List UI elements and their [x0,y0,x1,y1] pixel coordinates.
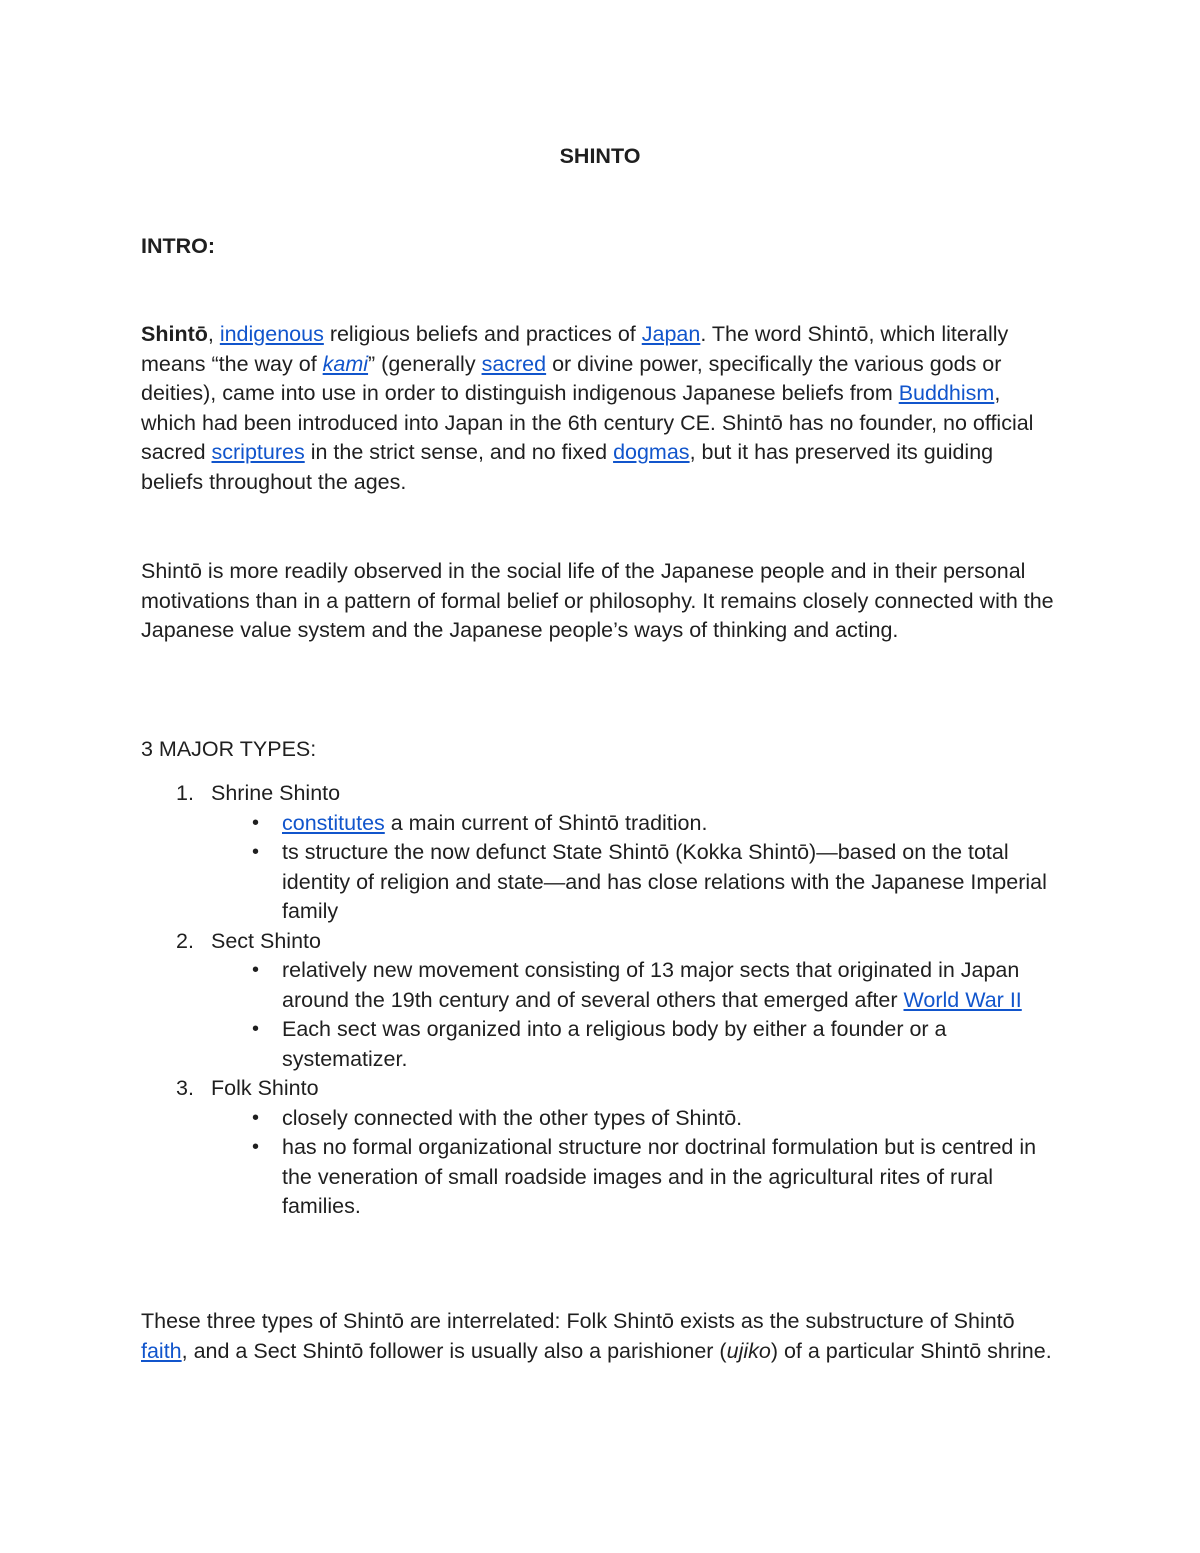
bullet-icon: • [252,959,260,981]
term-ujiko: ujiko [726,1338,771,1363]
bullet-text: has no formal organizational structure nor doctrinal formulation but is centred in the veneration of small roadside images and in the agricultural rites of rural families. [282,1135,1037,1218]
bullet-icon: • [252,1018,260,1040]
link-constitutes[interactable]: constitutes [282,810,385,835]
types-list [141,779,1061,1222]
type-name: Shrine Shinto [211,781,341,805]
bullet-text: closely connected with the other types of Shintō. [282,1105,743,1130]
text-run: These three types of Shintō are interrelated: Folk Shintō exists as the substructure of Shintō [141,1309,1015,1333]
text-run: or divine power, specifically the various gods or deities), came into use in order to distinguish indigenous Japanese beliefs from [141,351,1002,405]
link-faith[interactable]: faith [141,1338,182,1363]
link-kami[interactable]: kami [322,351,369,376]
link-japan[interactable]: Japan [641,322,701,346]
interrelation-paragraph [141,1307,1061,1366]
text-run: , and a Sect Shintō follower is usually also a parishioner ( [181,1338,727,1363]
bullet-text: ts structure the now defunct State Shintō (Kokka Shintō)—based on the total identity of religion and state—and has close relations with the Japanese Imperial family [282,840,1047,923]
link-dogmas[interactable]: dogmas [613,440,690,464]
type-name: Folk Shinto [211,1076,319,1100]
type-item-shrine [141,779,1061,927]
list-number: 3. [176,1076,194,1100]
link-scriptures[interactable]: scriptures [211,440,305,464]
bullet-text: relatively new movement consisting of 13 major sects that originated in Japan around the 19th century and of several others that emerged after [282,958,1020,1012]
text-run: religious beliefs and practices of [323,322,642,346]
bullet-list [211,956,1061,1074]
link-indigenous[interactable]: indigenous [219,322,324,346]
bullet-text: Each sect was organized into a religious body by either a founder or a systematizer. [282,1017,947,1071]
type-item-sect [141,927,1061,1075]
social-life-paragraph: Shintō is more readily observed in the social life of the Japanese people and in their personal motivations than in a pattern of formal belief or philosophy. It remains closely connected with the Japanese value system and the Japanese people’s ways of thinking and acting. [141,559,1054,642]
bullet-text: a main current of Shintō tradition. [384,810,708,835]
text-run: , which had been introduced into Japan in the 6th century CE. Shintō has no founder, no official sacred [141,381,1034,464]
text-run: . The word Shintō, which literally means “the way of [141,322,1009,376]
bullet-icon: • [252,1106,260,1129]
document-title: SHINTO [559,144,641,168]
text-run: , but it has preserved its guiding beliefs throughout the ages. [141,440,994,494]
link-buddhism[interactable]: Buddhism [898,381,995,405]
shinto-term: Shintō [141,322,208,346]
bullet-item [211,809,1061,839]
bullet-list [211,1104,1061,1222]
text-run: , [207,322,220,346]
bullet-list [211,809,1061,927]
intro-heading: INTRO: [141,234,216,258]
bullet-icon: • [252,811,260,834]
bullet-icon: • [252,841,260,863]
bullet-item [211,1015,1061,1074]
bullet-item [211,1104,1061,1134]
text-run: in the strict sense, and no fixed [304,440,614,464]
bullet-item [211,838,1061,927]
bullet-icon: • [252,1136,260,1158]
text-run: ” (generally [368,351,482,376]
text-run: ) of a particular Shintō shrine. [770,1338,1052,1363]
type-name: Sect Shinto [211,928,321,953]
bullet-item [211,1133,1061,1222]
link-sacred[interactable]: sacred [481,351,547,376]
list-number: 1. [176,781,194,805]
intro-paragraph [141,320,1061,497]
bullet-item [211,956,1061,1015]
types-heading: 3 MAJOR TYPES: [141,737,317,761]
type-item-folk [141,1074,1061,1222]
link-world-war-ii[interactable]: World War II [903,987,1022,1012]
list-number: 2. [176,928,194,953]
